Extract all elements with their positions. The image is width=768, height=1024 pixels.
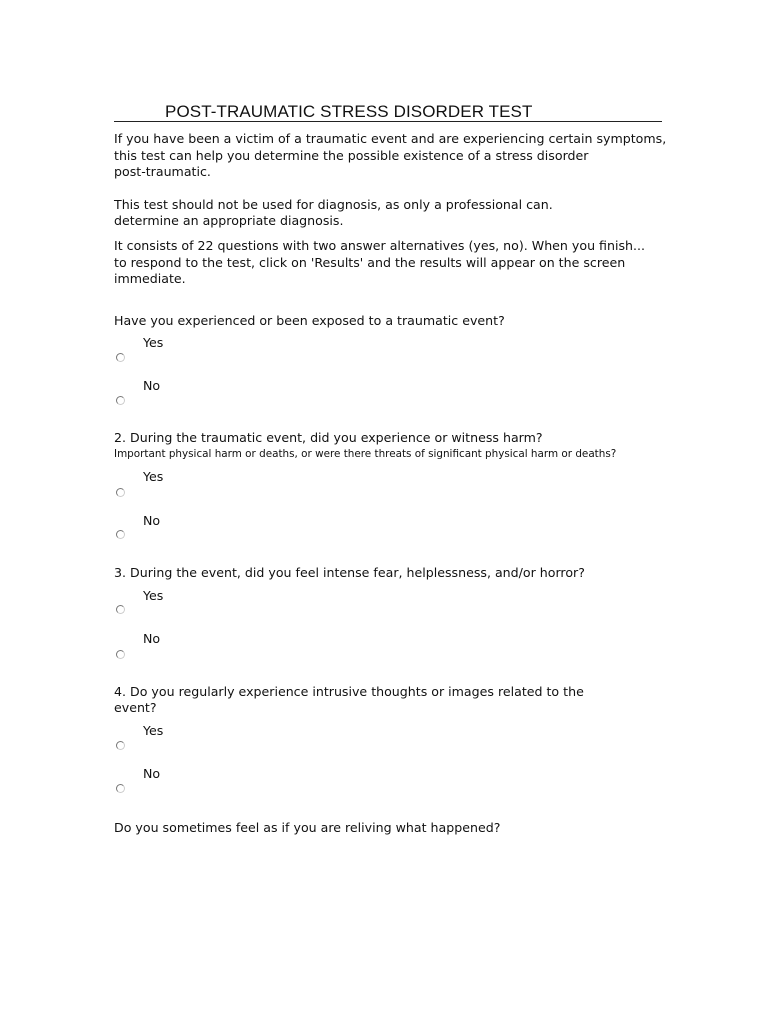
question-3-text: 3. During the event, did you feel intense fear, helplessness, and/or horror? [114, 565, 585, 580]
intro-line: this test can help you determine the possible existence of a stress disorder [114, 148, 589, 163]
instructions-line: to respond to the test, click on 'Results' and the results will appear on the screen [114, 255, 626, 270]
question-2-no-label: No [143, 513, 161, 528]
question-1-no-label: No [143, 378, 161, 393]
instructions-line: It consists of 22 questions with two answer alternatives (yes, no). When you finish... [114, 238, 646, 253]
question-4-yes-label: Yes [143, 723, 164, 738]
question-5-text: Do you sometimes feel as if you are reliving what happened? [114, 820, 501, 835]
page-title: POST-TRAUMATIC STRESS DISORDER TEST [165, 102, 533, 121]
question-2-text: 2. During the traumatic event, did you experience or witness harm? [114, 430, 543, 445]
question-1-text: Have you experienced or been exposed to a traumatic event? [114, 313, 505, 328]
question-2-no-radio[interactable] [116, 530, 125, 539]
question-4-text: event? [114, 700, 157, 715]
disclaimer-line: This test should not be used for diagnosis, as only a professional can. [114, 197, 553, 212]
intro-line: If you have been a victim of a traumatic event and are experiencing certain symptoms, [114, 131, 667, 146]
question-3-no-label: No [143, 631, 161, 646]
question-4-no-radio[interactable] [116, 784, 125, 793]
question-4-no-label: No [143, 766, 161, 781]
instructions-line: immediate. [114, 271, 186, 286]
question-3-yes-label: Yes [143, 588, 164, 603]
question-1-yes-radio[interactable] [116, 353, 125, 362]
question-3-no-radio[interactable] [116, 650, 125, 659]
question-1-no-radio[interactable] [116, 396, 125, 405]
question-2-yes-label: Yes [143, 469, 164, 484]
question-2-note: Important physical harm or deaths, or were there threats of significant physical harm or deaths? [114, 448, 617, 460]
question-4-yes-radio[interactable] [116, 741, 125, 750]
question-1-yes-label: Yes [143, 335, 164, 350]
question-3-yes-radio[interactable] [116, 605, 125, 614]
question-4-text: 4. Do you regularly experience intrusive thoughts or images related to the [114, 684, 584, 699]
intro-line: post-traumatic. [114, 164, 211, 179]
disclaimer-line: determine an appropriate diagnosis. [114, 213, 344, 228]
title-rule [114, 101, 662, 122]
question-2-yes-radio[interactable] [116, 488, 125, 497]
